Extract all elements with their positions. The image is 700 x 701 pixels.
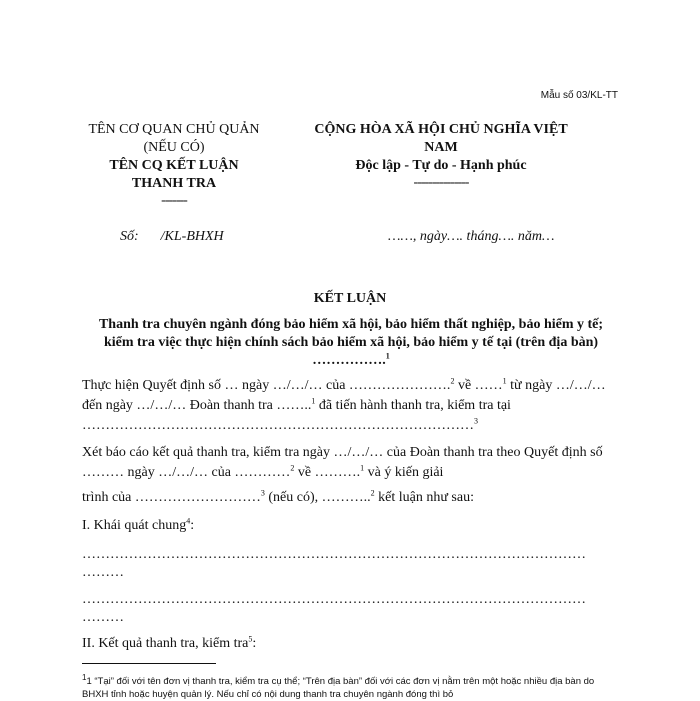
section-1-heading (82, 516, 622, 536)
section-1-colon: : (190, 518, 195, 533)
footnote-1-marker: 1 (82, 672, 87, 682)
document-number-value: /KL-BHXH (160, 229, 224, 244)
p2-text-b: về ………. (294, 465, 361, 480)
issuing-agency-block (74, 121, 274, 209)
national-header-block (286, 121, 596, 191)
p3-ref-1: 3 (260, 488, 265, 498)
concluding-agency-name: TÊN CQ KẾT LUẬN (109, 158, 239, 173)
p2-text-c: và ý kiến giải (364, 465, 444, 480)
national-motto: Độc lập - Tự do - Hạnh phúc (355, 158, 527, 173)
place-and-date: ……, ngày…. tháng…. năm… (388, 229, 555, 244)
dotted-line-1: ……………………………………………………………………………………………… (82, 547, 586, 562)
p1-ref-2: 1 (502, 376, 507, 386)
document-subtitle (84, 316, 618, 370)
p3-text-a: trình của ……………………… (82, 490, 261, 505)
dotted-line-2-cont: ……… (82, 610, 124, 625)
section-1-ref: 4 (186, 516, 191, 526)
p3-ref-2: 2 (370, 488, 375, 498)
section-2-label: II. Kết quả thanh tra, kiểm tra (82, 636, 249, 651)
p1-text-c: từ ngày …/…/… đến ngày …/…/… Đoàn thanh tra …….. (82, 378, 606, 413)
subtitle-text: Thanh tra chuyên ngành đóng bảo hiểm xã hội, bảo hiểm thất nghiệp, bảo hiểm y tế; kiểm tra việc thực hiện chính sách bảo hiểm xã hội, bảo hiểm y tế tại (trên địa bàn) ……………. (98, 317, 604, 368)
dotted-line-1-cont: ……… (82, 565, 124, 580)
section-2-heading (82, 634, 622, 654)
document-number-label: Số: (120, 229, 139, 244)
paragraph-explanation (82, 488, 622, 508)
paragraph-review (82, 443, 622, 483)
p3-text-c: kết luận như sau: (374, 490, 474, 505)
section-2-colon: : (252, 636, 257, 651)
parent-agency-note: (NẾU CÓ) (143, 140, 205, 155)
paragraph-decision (82, 376, 622, 436)
footnote-rule (82, 663, 216, 664)
document-number (120, 229, 246, 245)
motto-separator: --------------- (413, 175, 469, 190)
p1-ref-4: 3 (474, 416, 478, 426)
footnote-1-text: 1 “Tại” đối với tên đơn vị thanh tra, kiểm tra cụ thể; “Trên địa bàn” đối với các đơn vị nằm trên một hoặc nhiều địa bàn do BHXH tỉnh hoặc huyện quản lý. Nếu chỉ có nội dung thanh tra chuyên ngành đóng thì bỏ (82, 676, 595, 700)
p1-text-b: về …… (454, 378, 503, 393)
p1-text-a: Thực hiện Quyết định số … ngày …/…/… của …………………. (82, 378, 451, 393)
p1-text-d: đã tiến hành thanh tra, kiểm tra tại ………………………………………………………………………… (82, 398, 511, 433)
footnote-1 (82, 672, 622, 701)
agency-separator: ------- (161, 193, 187, 208)
p2-ref-1: 2 (290, 463, 295, 473)
concluding-agency-name-cont: THANH TRA (131, 176, 217, 191)
p2-text-a: Xét báo cáo kết quả thanh tra, kiểm tra ngày …/…/… của Đoàn thanh tra theo Quyết định số ……… ngày …/…/… của ………… (82, 445, 603, 480)
p3-text-b: (nếu có), ……….. (264, 490, 371, 505)
parent-agency-name: TÊN CƠ QUAN CHỦ QUẢN (88, 122, 260, 137)
form-code: Mẫu số 03/KL-TT (540, 90, 618, 101)
national-title-cont: NAM (424, 140, 458, 155)
p1-ref-3: 1 (311, 396, 316, 406)
document-title: KẾT LUẬN (313, 291, 387, 306)
national-title: CỘNG HÒA XÃ HỘI CHỦ NGHĨA VIỆT (314, 122, 568, 137)
subtitle-footnote-ref: 1 (385, 351, 390, 361)
p1-ref-1: 2 (450, 376, 455, 386)
dotted-line-2: ……………………………………………………………………………………………… (82, 592, 586, 607)
section-1-label: I. Khái quát chung (82, 518, 187, 533)
section-2-ref: 5 (248, 634, 253, 644)
p2-ref-2: 1 (360, 463, 365, 473)
